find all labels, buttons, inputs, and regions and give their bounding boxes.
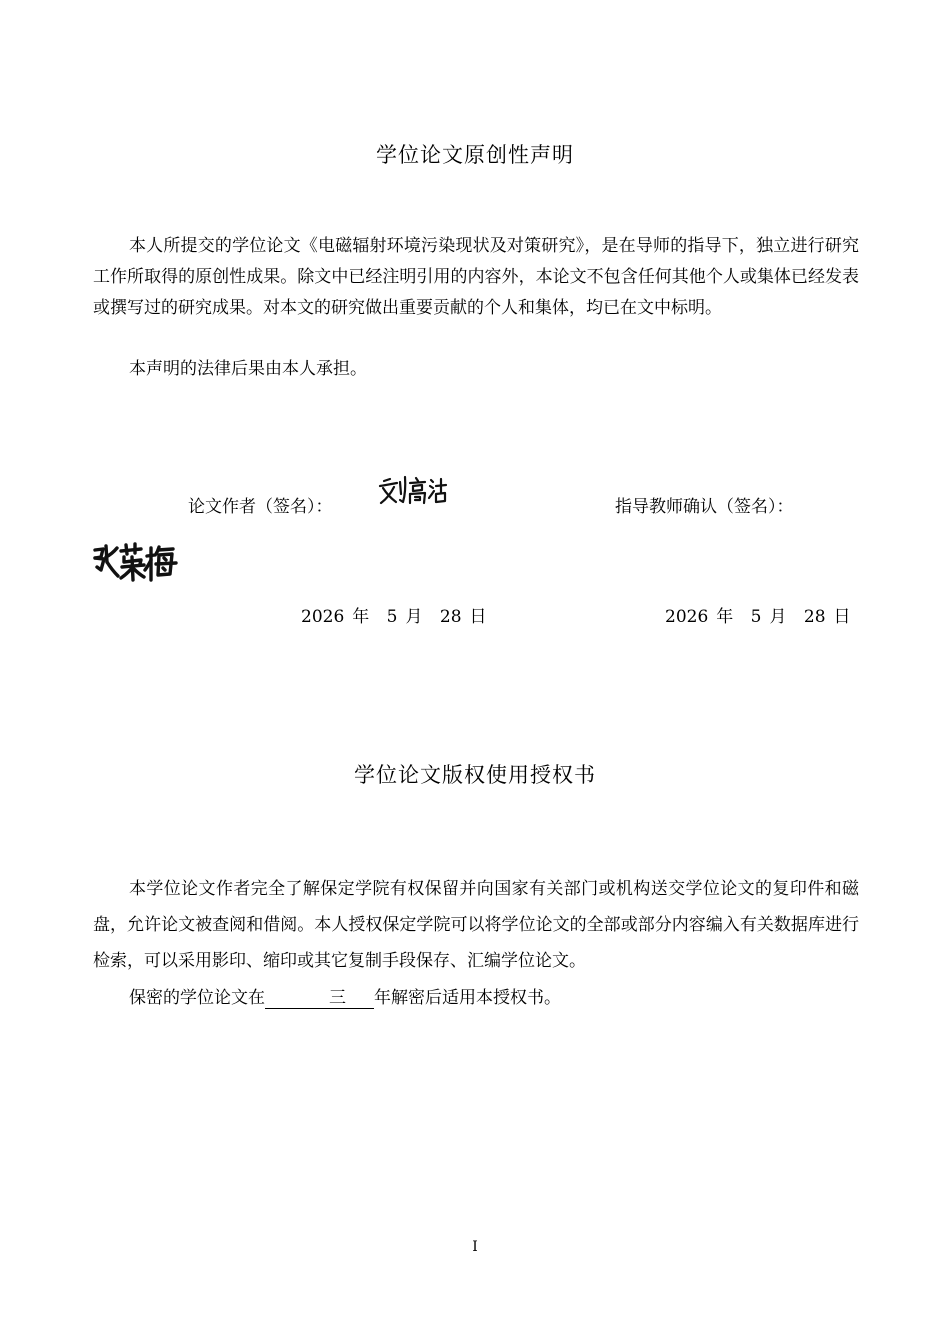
advisor-date-month-unit: 月: [769, 607, 787, 627]
author-date-month-unit: 月: [405, 607, 423, 627]
authorization-secret-clause: [93, 983, 859, 1014]
advisor-date-year-unit: 年: [716, 607, 734, 627]
author-handwritten-signature: [378, 472, 450, 508]
declaration-title: 学位论文原创性声明: [376, 143, 574, 167]
advisor-signature-label: 指导教师确认（签名）：: [615, 497, 794, 517]
page-number: I: [472, 1239, 478, 1255]
declaration-body: 本人所提交的学位论文《电磁辐射环境污染现状及对策研究》，是在导师的指导下，独立进行研究工作所取得的原创性成果。除文中已经注明引用的内容外，本论文不包含任何其他个人或集体已经发表或撰写过的研究成果。对本文的研究做出重要贡献的个人和集体，均已在文中标明。: [93, 236, 859, 318]
advisor-date-year: 2026: [665, 607, 709, 627]
secret-clause-prefix: 保密的学位论文在: [129, 988, 265, 1008]
author-date-day-unit: 日: [469, 607, 487, 627]
secret-years-field: 三: [265, 988, 374, 1009]
advisor-date-day-unit: 日: [833, 607, 851, 627]
advisor-date: [665, 602, 859, 627]
declaration-liability: 本声明的法律后果由本人承担。: [129, 359, 367, 379]
authorization-body: 本学位论文作者完全了解保定学院有权保留并向国家有关部门或机构送交学位论文的复印件和磁盘，允许论文被查阅和借阅。本人授权保定学院可以将学位论文的全部或部分内容编入有关数据库进行检索，可以采用影印、缩印或其它复制手段保存、汇编学位论文。: [93, 879, 859, 971]
author-date-year-unit: 年: [352, 607, 370, 627]
advisor-date-day: 28: [803, 607, 826, 627]
author-date-day: 28: [439, 607, 462, 627]
author-date-month: 5: [386, 607, 398, 627]
author-signature-label: 论文作者（签名）：: [188, 497, 333, 517]
secret-clause-suffix: 年解密后适用本授权书。: [374, 988, 561, 1008]
author-date: [301, 602, 495, 627]
author-date-year: 2026: [301, 607, 345, 627]
advisor-handwritten-signature: [92, 540, 178, 584]
authorization-title: 学位论文版权使用授权书: [354, 763, 596, 787]
advisor-date-month: 5: [750, 607, 762, 627]
